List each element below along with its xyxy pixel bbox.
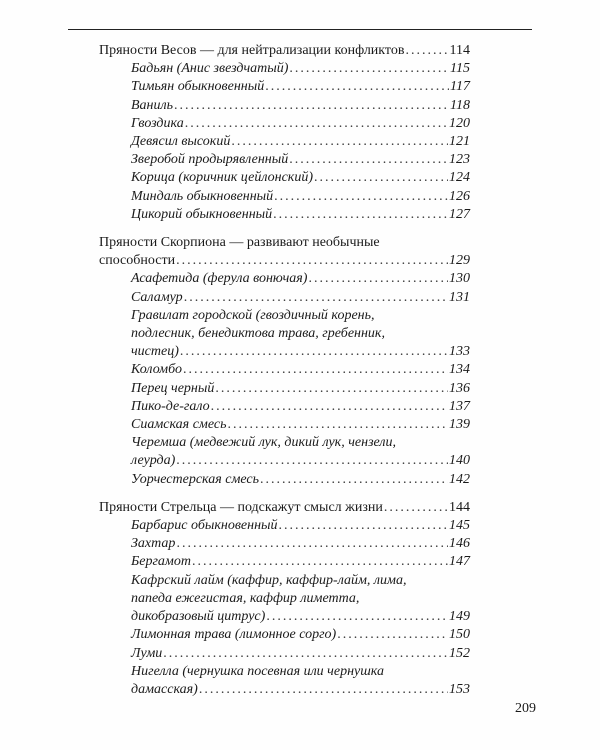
dot-leader (260, 471, 448, 489)
toc-entry-page: 145 (449, 518, 470, 534)
toc-entry-text: Девясил высокий (131, 134, 231, 150)
dot-leader (184, 289, 448, 307)
section-heading-page: 144 (449, 499, 470, 515)
section-heading-text: Пряности Весов — для нейтрализации конфликтов (99, 43, 405, 58)
dot-leader (176, 535, 448, 553)
toc-entry-text: Луми (131, 645, 163, 661)
toc-entry-page: 115 (450, 61, 470, 77)
dot-leader (337, 626, 448, 644)
dot-leader (308, 270, 448, 288)
toc-entry-page: 153 (449, 681, 470, 697)
toc-entry-text: Ваниль (131, 97, 173, 113)
toc-entry-page: 139 (449, 417, 470, 433)
section-gap (0, 489, 600, 499)
toc-entry-page: 130 (449, 271, 470, 287)
toc-entry-text: Барбарис обыкновенный (131, 518, 278, 534)
dot-leader (289, 151, 448, 169)
toc-entry-text: Асафетида (ферула вонючая) (131, 271, 308, 287)
section-gap (0, 224, 600, 234)
toc-entry-text: Коломбо (131, 362, 182, 378)
section-heading-text: Пряности Скорпиона — развивают необычные (99, 235, 380, 251)
toc-entry (0, 325, 470, 343)
page-number: 209 (515, 701, 536, 716)
toc-entry (0, 133, 470, 151)
section-heading-text: Пряности Стрельца — подскажут смысл жизни (99, 499, 383, 515)
toc-section (0, 234, 600, 489)
toc-entry (0, 416, 470, 434)
toc-entry (0, 188, 470, 206)
dot-leader (180, 343, 448, 361)
toc-entry-text: чистец) (131, 344, 179, 360)
toc-entry (0, 553, 470, 571)
dot-leader (405, 42, 448, 60)
toc-entry-text: Нигелла (чернушка посевная или чернушка (131, 663, 384, 679)
toc-entry-page: 137 (449, 398, 470, 414)
toc-entry-text: папеда ежегистая, каффир лиметта, (131, 590, 360, 606)
toc-entry (0, 535, 470, 553)
toc-entry-page: 146 (449, 536, 470, 552)
toc-entry-text: леурда) (131, 453, 176, 469)
toc-entry (0, 608, 470, 626)
toc-section (0, 499, 600, 699)
toc-entry-text: дамасская) (131, 681, 198, 697)
toc-entry-page: 133 (449, 344, 470, 360)
dot-leader (274, 188, 448, 206)
dot-leader (266, 608, 448, 626)
toc-entry-text: Сиамская смесь (131, 417, 227, 433)
toc-entry (0, 517, 470, 535)
section-heading (0, 234, 470, 252)
toc-entry (0, 380, 470, 398)
dot-leader (273, 206, 448, 224)
toc-entry (0, 572, 470, 590)
toc-entry (0, 681, 470, 699)
toc-entry (0, 626, 470, 644)
toc-entry-text: Тимьян обыкновенный (131, 79, 265, 95)
toc-entry-text: Пико-де-гало (131, 398, 210, 414)
top-rule (68, 29, 532, 30)
toc-entry-page: 140 (449, 453, 470, 469)
toc-entry (0, 206, 470, 224)
toc-entry (0, 361, 470, 379)
toc-entry-page: 126 (449, 188, 470, 204)
toc-entry (0, 115, 470, 133)
section-heading (0, 252, 470, 270)
toc-entry-page: 123 (449, 152, 470, 168)
toc-entry-text: Корица (коричник цейлонский) (131, 170, 313, 186)
toc-entry (0, 645, 470, 663)
dot-leader (185, 115, 448, 133)
toc-entry-page: 142 (449, 471, 470, 487)
toc-entry (0, 343, 470, 361)
toc-entry (0, 398, 470, 416)
toc-entry-page: 127 (449, 206, 470, 222)
dot-leader (211, 398, 448, 416)
toc-entry (0, 60, 470, 78)
section-heading-text: способности (99, 253, 176, 269)
toc-entry-page: 120 (449, 115, 470, 131)
toc-entry (0, 151, 470, 169)
dot-leader (192, 553, 448, 571)
toc-entry-text: Перец черный (131, 380, 215, 396)
dot-leader (384, 499, 448, 517)
toc-entry-text: Саламур (131, 289, 183, 305)
toc-entry-text: дикобразовый цитрус) (131, 609, 266, 625)
toc-entry (0, 590, 470, 608)
toc-entry-text: Гвоздика (131, 115, 184, 131)
toc-entry-text: Кафрский лайм (каффир, каффир-лайм, лима, (131, 572, 407, 588)
table-of-contents (0, 42, 600, 699)
toc-entry (0, 270, 470, 288)
section-heading-page: 129 (449, 253, 470, 269)
toc-entry-text: Черемша (медвежий лук, дикий лук, чензели, (131, 435, 397, 451)
toc-entry-page: 118 (450, 97, 470, 113)
toc-entry (0, 663, 470, 681)
toc-entry-page: 152 (449, 645, 470, 661)
dot-leader (314, 169, 448, 187)
toc-entry-page: 134 (449, 362, 470, 378)
toc-entry-text: Миндаль обыкновенный (131, 188, 274, 204)
toc-entry (0, 434, 470, 452)
toc-entry (0, 307, 470, 325)
dot-leader (174, 97, 449, 115)
toc-entry-text: Лимонная трава (лимонное сорго) (131, 627, 337, 643)
dot-leader (163, 645, 448, 663)
section-heading (0, 42, 470, 60)
dot-leader (265, 78, 449, 96)
toc-entry (0, 471, 470, 489)
toc-entry-text: Бергамот (131, 554, 191, 570)
toc-entry-text: Уорчестерская смесь (131, 471, 260, 487)
toc-entry-page: 136 (449, 380, 470, 396)
toc-entry-page: 150 (449, 627, 470, 643)
section-heading-page: 114 (449, 43, 470, 58)
dot-leader (176, 452, 448, 470)
toc-entry-page: 124 (449, 170, 470, 186)
dot-leader (199, 681, 448, 699)
toc-section (0, 42, 600, 224)
toc-entry-page: 117 (450, 79, 470, 95)
toc-entry-text: подлесник, бенедиктова трава, гребенник, (131, 326, 385, 342)
toc-entry (0, 169, 470, 187)
toc-entry-text: Зверобой продырявленный (131, 152, 289, 168)
dot-leader (279, 517, 448, 535)
toc-entry-page: 147 (449, 554, 470, 570)
toc-entry-text: Бадьян (Анис звездчатый) (131, 61, 289, 77)
toc-entry (0, 289, 470, 307)
dot-leader (289, 60, 449, 78)
toc-entry (0, 78, 470, 96)
toc-entry-page: 121 (449, 134, 470, 150)
toc-entry-text: Гравилат городской (гвоздичный корень, (131, 307, 375, 323)
toc-entry-page: 131 (449, 289, 470, 305)
dot-leader (231, 133, 448, 151)
dot-leader (183, 361, 448, 379)
dot-leader (227, 416, 448, 434)
section-heading (0, 499, 470, 517)
toc-entry-text: Захтар (131, 536, 176, 552)
toc-entry (0, 452, 470, 470)
dot-leader (176, 252, 448, 270)
toc-entry-page: 149 (449, 609, 470, 625)
toc-entry (0, 97, 470, 115)
dot-leader (215, 380, 448, 398)
toc-entry-text: Цикорий обыкновенный (131, 206, 273, 222)
